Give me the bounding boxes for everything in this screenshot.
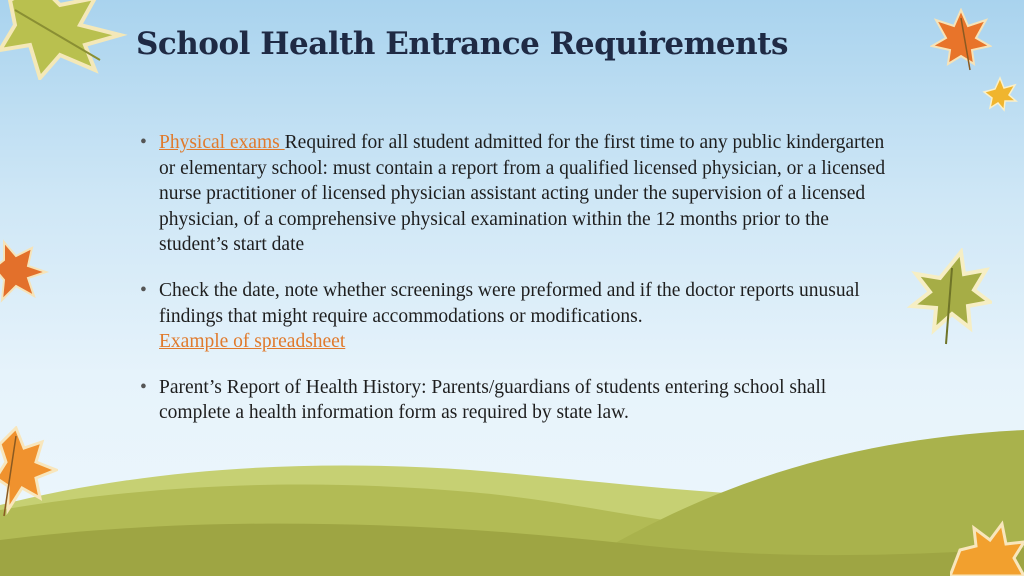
orange-leaf-icon bbox=[0, 238, 50, 304]
orange-leaf-icon bbox=[0, 426, 58, 518]
bullet-list bbox=[140, 130, 900, 446]
green-leaf-icon bbox=[906, 248, 992, 346]
bullet-text: Required for all student admitted for the first time to any public kindergarten or elementary school: must contain a report from a qualified licensed physician, or a licensed nurse practitioner of licensed physician assistant acting under the supervision of a licensed physician, of a comprehensive physical examination within the 12 months prior to the student’s start date bbox=[159, 132, 886, 256]
orange-leaf-icon bbox=[950, 520, 1024, 576]
list-item bbox=[140, 278, 900, 355]
list-item bbox=[140, 130, 900, 258]
bullet-text: Check the date, note whether screenings were preformed and if the doctor reports unusual findings that might require accommodations or modifications. bbox=[159, 279, 860, 327]
green-leaf-icon bbox=[0, 0, 140, 80]
list-item bbox=[140, 375, 900, 426]
bullet-text: Parent’s Report of Health History: Parents/guardians of students entering school shall complete a health information form as required by state law. bbox=[159, 376, 827, 424]
page-title: School Health Entrance Requirements bbox=[136, 26, 788, 62]
orange-leaf-icon bbox=[930, 8, 992, 74]
example-spreadsheet-link[interactable]: Example of spreadsheet bbox=[159, 331, 346, 353]
yellow-leaf-icon bbox=[982, 76, 1018, 112]
physical-exams-link[interactable]: Physical exams bbox=[159, 132, 285, 153]
